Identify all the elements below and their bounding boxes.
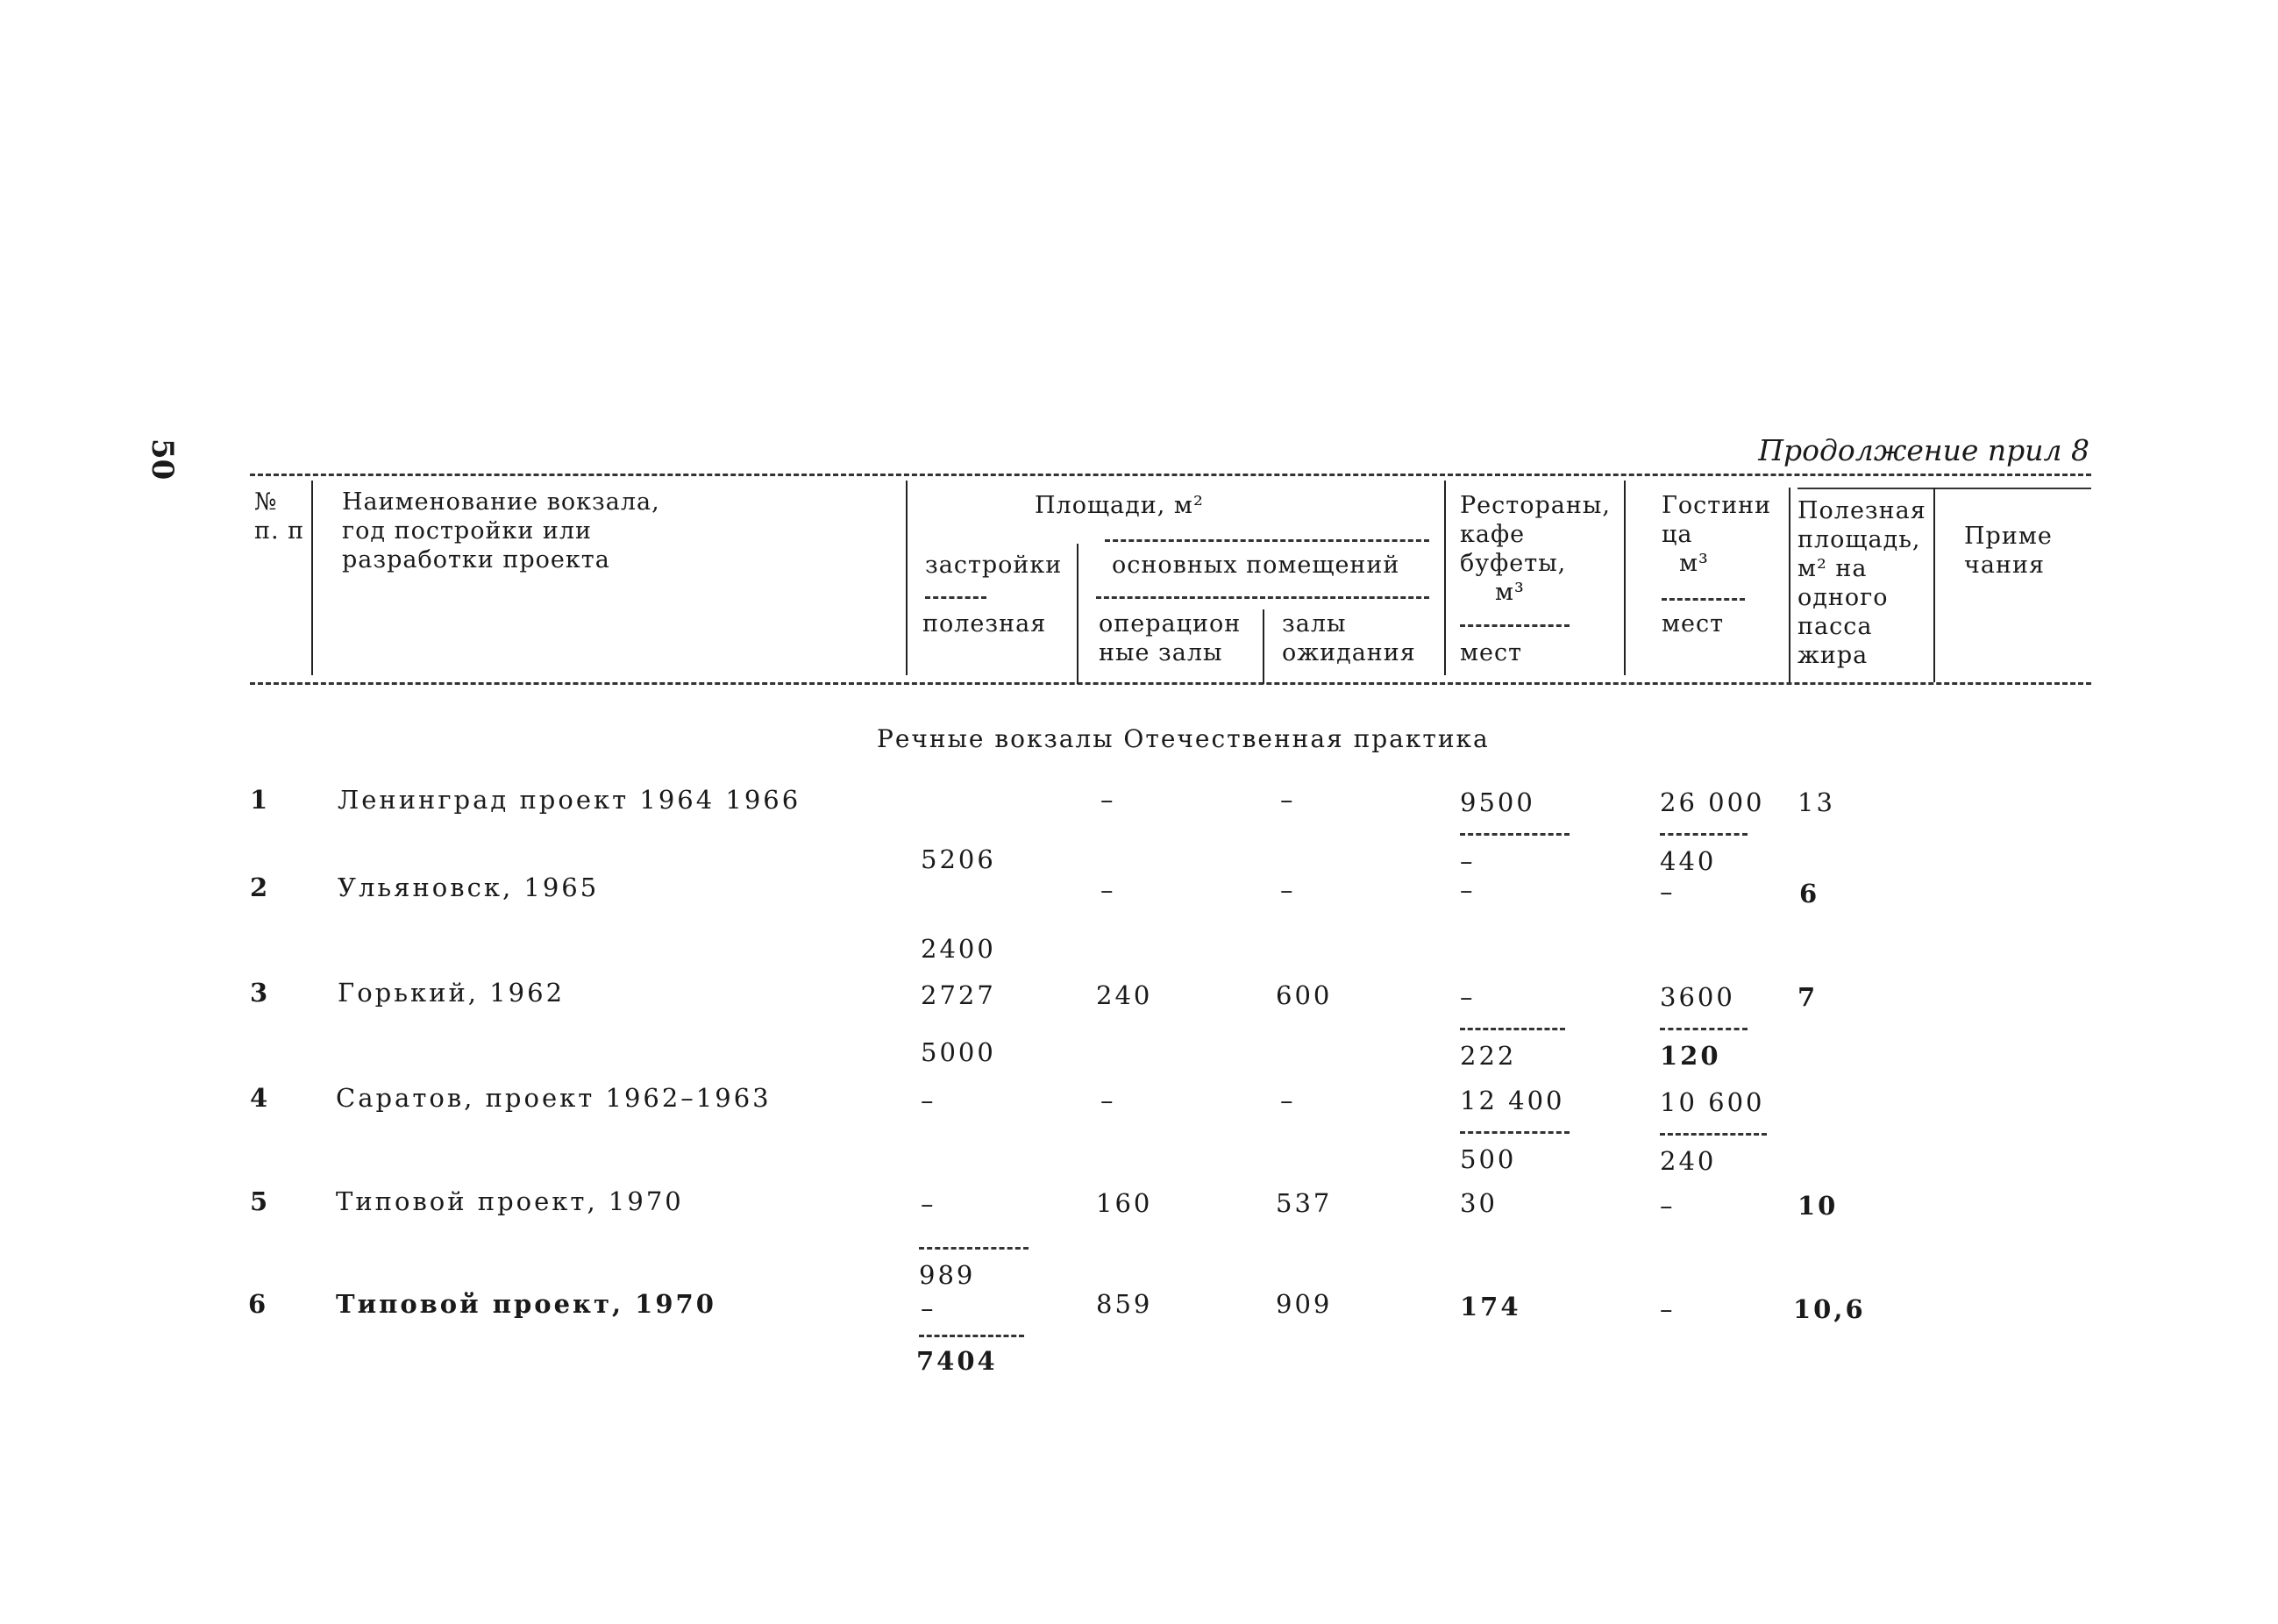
row-hotel-bottom: 440	[1660, 846, 1717, 876]
row-waiting: –	[1280, 1086, 1296, 1115]
header-waiting-line1: залы	[1282, 610, 1347, 637]
row-waiting: 537	[1276, 1188, 1333, 1218]
row-hotel-top: 10 600	[1660, 1087, 1765, 1117]
row-operational: 859	[1096, 1289, 1153, 1319]
row-restaurant-top: 30	[1460, 1188, 1498, 1218]
row-name: Горький, 1962	[338, 978, 566, 1008]
header-hotel-line3: м³	[1679, 550, 1709, 577]
header-bottom-rule	[250, 682, 2091, 685]
header-built: застройки	[925, 552, 1063, 579]
header-hotel-line2: ца	[1662, 521, 1693, 548]
row-restaurant-top: 174	[1460, 1292, 1521, 1321]
row-hotel-fraction	[1660, 1133, 1767, 1136]
row-restaurant-top: 9500	[1460, 787, 1535, 817]
row-restaurant-top: –	[1460, 982, 1476, 1012]
row-name: Ленинград проект 1964 1966	[338, 785, 801, 815]
row-useful-fraction	[919, 1247, 1029, 1250]
row-hotel-fraction	[1660, 833, 1748, 836]
header-restaurant	[1460, 491, 1611, 607]
header-notes-line1: Приме	[1964, 523, 2053, 550]
header-notes	[1964, 522, 2053, 580]
header-hotel-line1: Гостини	[1662, 492, 1772, 519]
header-restaurant-line4: м³	[1495, 579, 1525, 606]
continuation-note: Продолжение прил 8	[1758, 433, 2089, 467]
row-waiting: 600	[1276, 980, 1333, 1010]
header-divider	[1263, 609, 1264, 684]
header-operational-line1: операцион	[1099, 610, 1242, 637]
row-name: Типовой проект, 1970	[336, 1289, 716, 1319]
row-hotel-fraction	[1660, 1028, 1748, 1030]
header-hotel-seats: мест	[1662, 610, 1725, 637]
row-operational: –	[1100, 875, 1116, 905]
row-hotel-top: 3600	[1660, 982, 1735, 1012]
header-waiting	[1282, 609, 1416, 667]
header-divider	[1624, 481, 1626, 675]
row-hotel-top: –	[1660, 1191, 1676, 1221]
row-built: –	[921, 1293, 936, 1323]
header-col-name-line2: год постройки или	[342, 517, 593, 545]
row-num: 2	[250, 873, 271, 902]
row-hotel-top: 26 000	[1660, 787, 1765, 817]
row-name: Саратов, проект 1962–1963	[336, 1083, 772, 1113]
row-useful-fraction	[919, 1335, 1024, 1337]
hotel-subrule	[1662, 598, 1745, 601]
row-restaurant-fraction	[1460, 1028, 1565, 1030]
row-name: Ульяновск, 1965	[338, 873, 600, 902]
row-restaurant-bottom: 500	[1460, 1144, 1517, 1174]
row-restaurant-top: 12 400	[1460, 1086, 1565, 1115]
row-useful: 2400	[921, 934, 996, 964]
row-operational: 240	[1096, 980, 1153, 1010]
row-restaurant-fraction	[1460, 833, 1570, 836]
header-top-rule-right	[1797, 488, 2091, 489]
header-col-num-line1: №	[254, 488, 278, 516]
header-useful: полезная	[922, 610, 1047, 637]
header-divider	[1789, 488, 1790, 682]
header-useful-area	[1797, 496, 1926, 670]
header-col-name	[342, 488, 660, 574]
header-main-rooms: основных помещений	[1112, 552, 1400, 579]
row-hotel-top: –	[1660, 877, 1676, 907]
header-divider	[1933, 488, 1935, 682]
header-useful-area-line5: пасса	[1797, 613, 1873, 640]
row-operational: –	[1100, 1086, 1116, 1115]
header-restaurant-seats: мест	[1460, 639, 1523, 666]
row-name: Типовой проект, 1970	[336, 1186, 684, 1216]
header-operational	[1099, 609, 1241, 667]
row-useful: 5206	[921, 844, 996, 874]
header-operational-line2: ные залы	[1099, 639, 1223, 666]
row-restaurant-bottom: 222	[1460, 1041, 1517, 1071]
header-col-name-line3: разработки проекта	[342, 546, 610, 573]
header-divider	[1077, 544, 1078, 684]
row-built: –	[921, 1086, 936, 1115]
header-divider	[311, 481, 313, 675]
header-useful-area-line4: одного	[1797, 584, 1889, 611]
header-restaurant-line2: кафе	[1460, 521, 1526, 548]
header-useful-area-line6: жира	[1797, 642, 1869, 669]
header-col-num-line2: п. п	[254, 517, 305, 545]
header-divider	[1444, 481, 1446, 675]
areas-subrule	[1105, 539, 1429, 542]
row-num: 5	[250, 1186, 271, 1216]
header-useful-area-line2: площадь,	[1797, 526, 1921, 553]
row-built: 2727	[921, 980, 996, 1010]
row-per-passenger: 13	[1797, 787, 1835, 817]
row-hotel-bottom: 240	[1660, 1146, 1717, 1176]
header-notes-line2: чания	[1964, 552, 2045, 579]
header-restaurant-line1: Рестораны,	[1460, 492, 1611, 519]
row-per-passenger: 10,6	[1793, 1294, 1866, 1324]
row-useful: 5000	[921, 1037, 996, 1067]
row-restaurant-bottom: –	[1460, 846, 1476, 876]
row-hotel-bottom: 120	[1660, 1041, 1721, 1071]
header-areas-title: Площади, м²	[1035, 492, 1204, 519]
header-waiting-line2: ожидания	[1282, 639, 1416, 666]
section-title: Речные вокзалы Отечественная практика	[877, 724, 1490, 753]
row-per-passenger: 7	[1797, 982, 1819, 1012]
row-num: 3	[250, 978, 271, 1008]
row-waiting: 909	[1276, 1289, 1333, 1319]
row-useful: 989	[919, 1260, 976, 1290]
row-restaurant-top: –	[1460, 875, 1476, 905]
row-per-passenger: 10	[1797, 1191, 1839, 1221]
row-built: –	[921, 1189, 936, 1219]
row-operational: 160	[1096, 1188, 1153, 1218]
built-useful-rule	[925, 596, 986, 599]
header-col-name-line1: Наименование вокзала,	[342, 488, 660, 516]
main-rooms-subrule	[1096, 596, 1429, 599]
header-restaurant-line3: буфеты,	[1460, 550, 1567, 577]
row-num: 4	[250, 1083, 271, 1113]
header-hotel	[1662, 491, 1771, 578]
row-hotel-top: –	[1660, 1294, 1676, 1324]
row-num: 6	[248, 1289, 269, 1319]
header-divider	[906, 481, 908, 675]
header-col-num	[254, 488, 304, 545]
row-restaurant-fraction	[1460, 1131, 1570, 1134]
restaurant-subrule	[1460, 624, 1570, 627]
page-number: 50	[145, 438, 180, 481]
header-useful-area-line3: м² на	[1797, 555, 1868, 582]
row-per-passenger: 6	[1799, 879, 1820, 908]
header-useful-area-line1: Полезная	[1797, 497, 1926, 524]
row-waiting: –	[1280, 875, 1296, 905]
row-useful: 7404	[916, 1346, 998, 1376]
row-waiting: –	[1280, 785, 1296, 815]
row-num: 1	[250, 785, 271, 815]
row-operational: –	[1100, 785, 1116, 815]
header-top-rule	[250, 474, 2091, 476]
